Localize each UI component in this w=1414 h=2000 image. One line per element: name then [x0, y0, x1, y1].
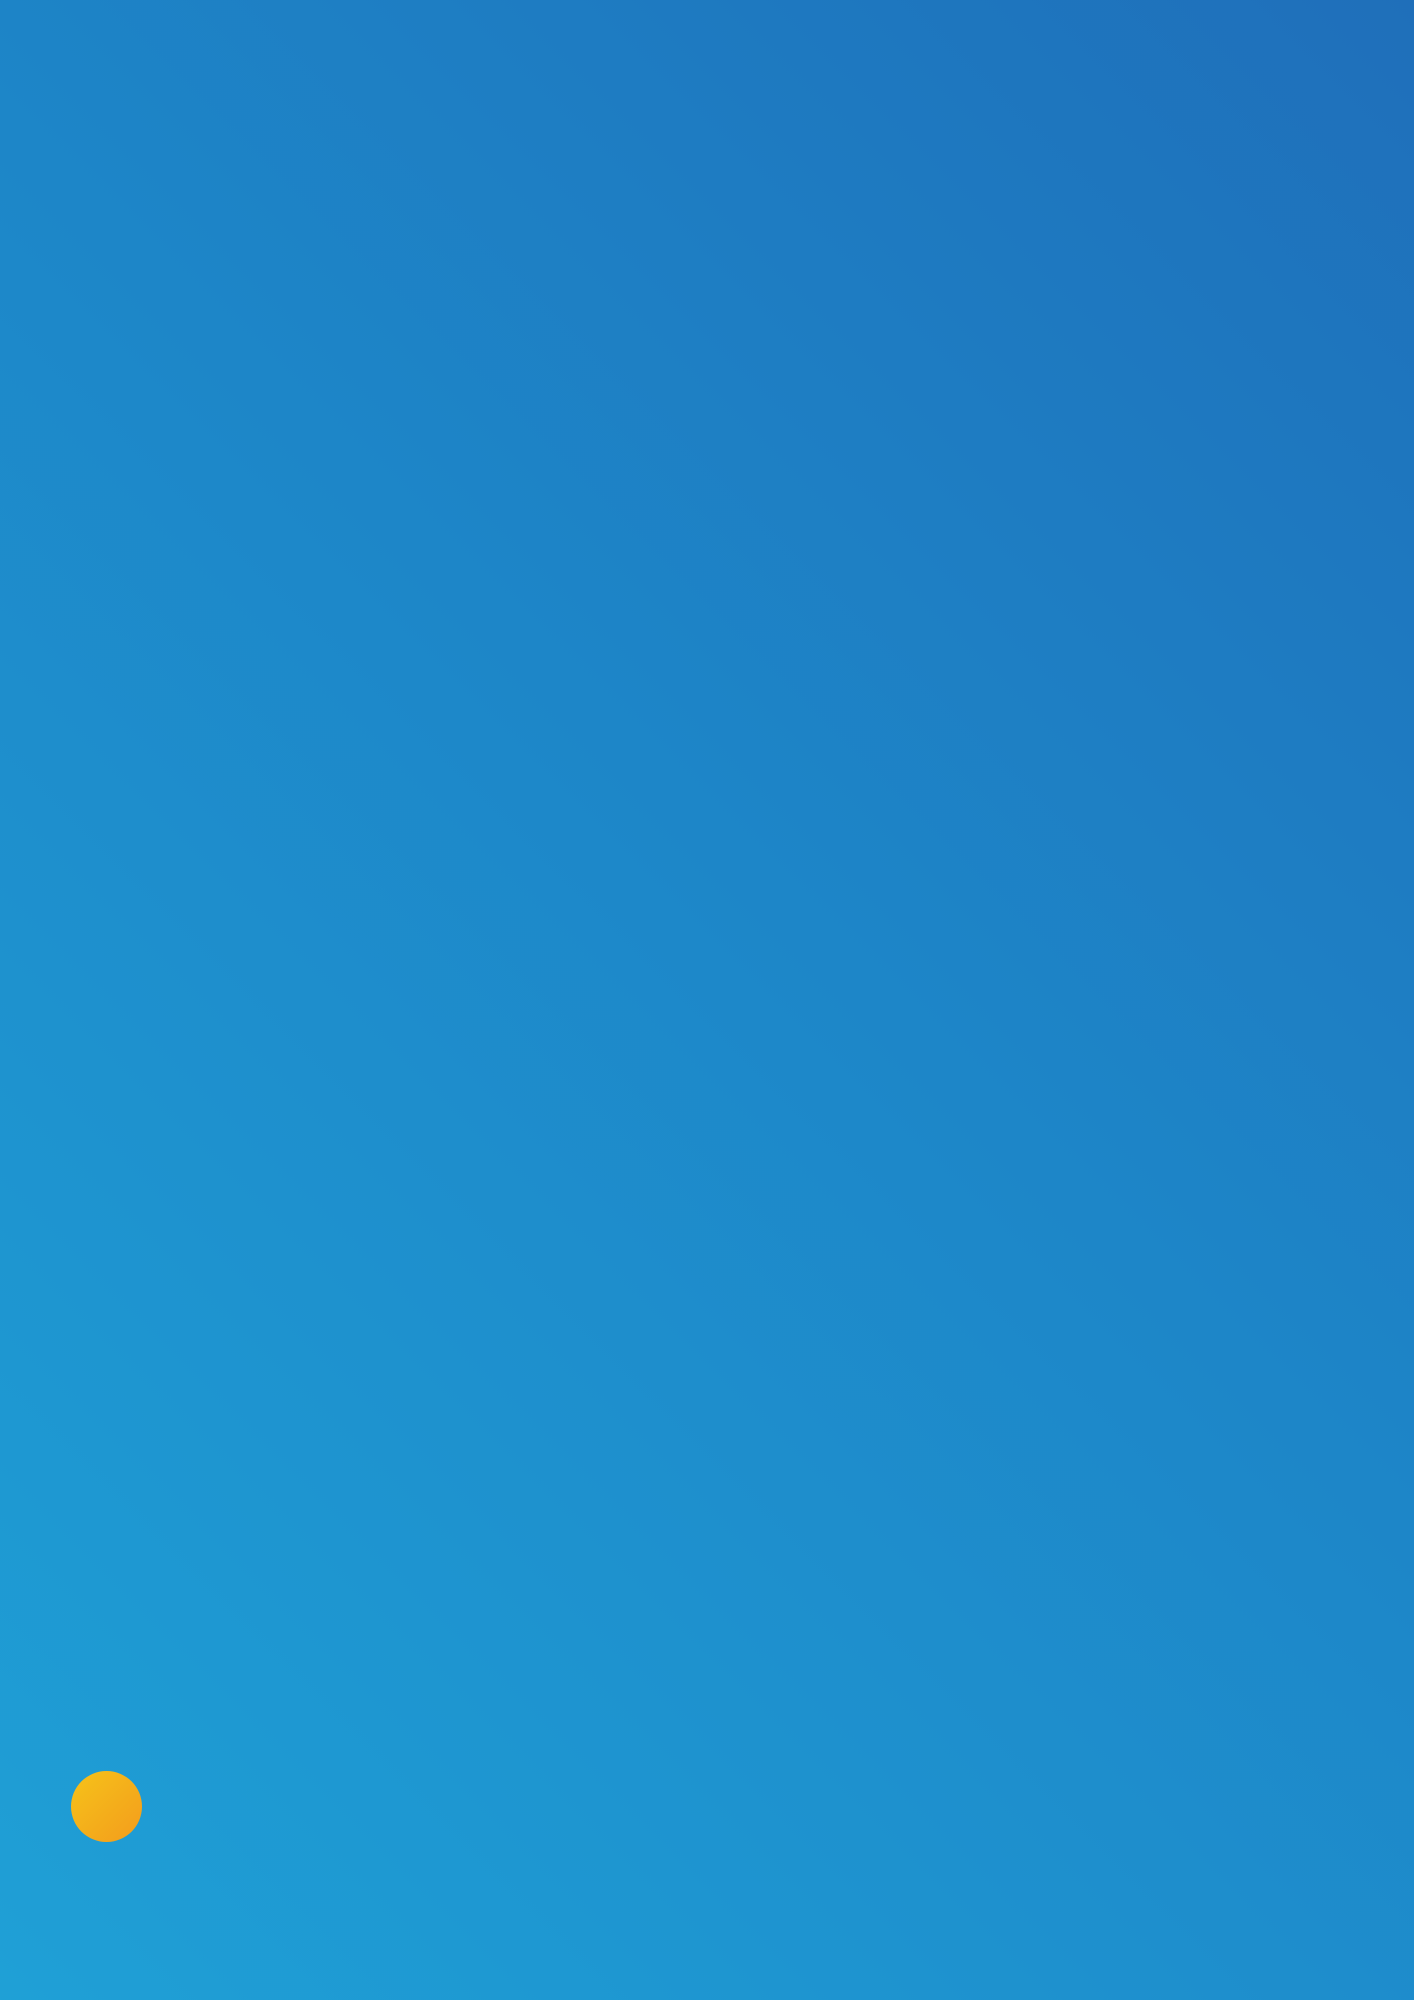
dot-pattern-top-right	[1074, 0, 1414, 280]
dot-pattern-bottom-left	[0, 1800, 390, 2000]
decorative-yellow-circle	[71, 1771, 142, 1842]
body-text	[366, 1002, 1066, 1041]
